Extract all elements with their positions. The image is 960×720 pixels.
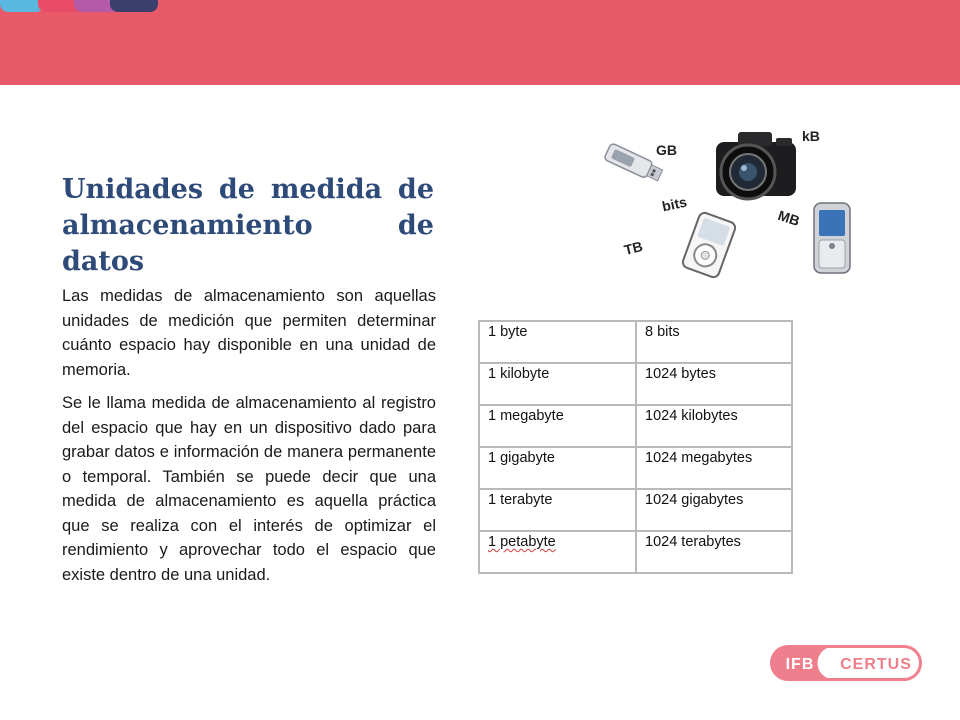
paragraph: Se le llama medida de almacenamiento al registro del espacio que hay en un dispositivo dado para grabar datos e información de manera permanente o temporal. También se puede decir que una medida de almacenamiento es aquella práctica que se realiza con el interés de optimizar el rendimiento y aprovechar todo el espacio que existe dentro de una unidad. <box>62 394 436 584</box>
storage-units-table <box>478 320 793 574</box>
table-row <box>479 321 792 363</box>
logo-left-text: IFB <box>785 656 815 673</box>
unit-cell <box>479 531 636 573</box>
equivalent-cell: 1024 kilobytes <box>636 405 792 447</box>
label-gb: GB <box>656 142 677 158</box>
header-tabs <box>0 0 160 12</box>
label-tb: TB <box>622 237 645 259</box>
body-text <box>62 284 436 596</box>
unit-text-misspelled: 1 petabyte <box>488 534 556 550</box>
mobile-phone-icon <box>808 200 858 276</box>
camera-icon <box>708 124 804 206</box>
unit-cell: 1 gigabyte <box>479 447 636 489</box>
header-tab <box>110 0 158 12</box>
equivalent-cell: 1024 terabytes <box>636 531 792 573</box>
unit-cell: 1 terabyte <box>479 489 636 531</box>
table-row <box>479 447 792 489</box>
unit-cell: 1 byte <box>479 321 636 363</box>
label-mb: MB <box>776 207 802 229</box>
table-row <box>479 405 792 447</box>
equivalent-cell: 1024 bytes <box>636 363 792 405</box>
paragraph: Las medidas de almacenamiento son aquellas unidades de medición que permiten determinar cuánto espacio hay disponible en una unidad de memoria. <box>62 287 436 379</box>
equivalent-cell: 8 bits <box>636 321 792 363</box>
table-row <box>479 531 792 573</box>
mp3-player-icon <box>674 210 744 280</box>
slide-title: Unidades de medida de almacenamiento de datos <box>62 174 434 277</box>
unit-cell: 1 megabyte <box>479 405 636 447</box>
table-row <box>479 363 792 405</box>
ifb-certus-logo <box>770 645 922 681</box>
logo-right-text: CERTUS <box>840 656 912 673</box>
unit-cell: 1 kilobyte <box>479 363 636 405</box>
equivalent-cell: 1024 megabytes <box>636 447 792 489</box>
label-kb: kB <box>802 128 820 144</box>
equivalent-cell: 1024 gigabytes <box>636 489 792 531</box>
table-row <box>479 489 792 531</box>
label-bits: bits <box>660 193 689 215</box>
header-band <box>0 0 960 85</box>
storage-devices-illustration <box>590 120 880 280</box>
